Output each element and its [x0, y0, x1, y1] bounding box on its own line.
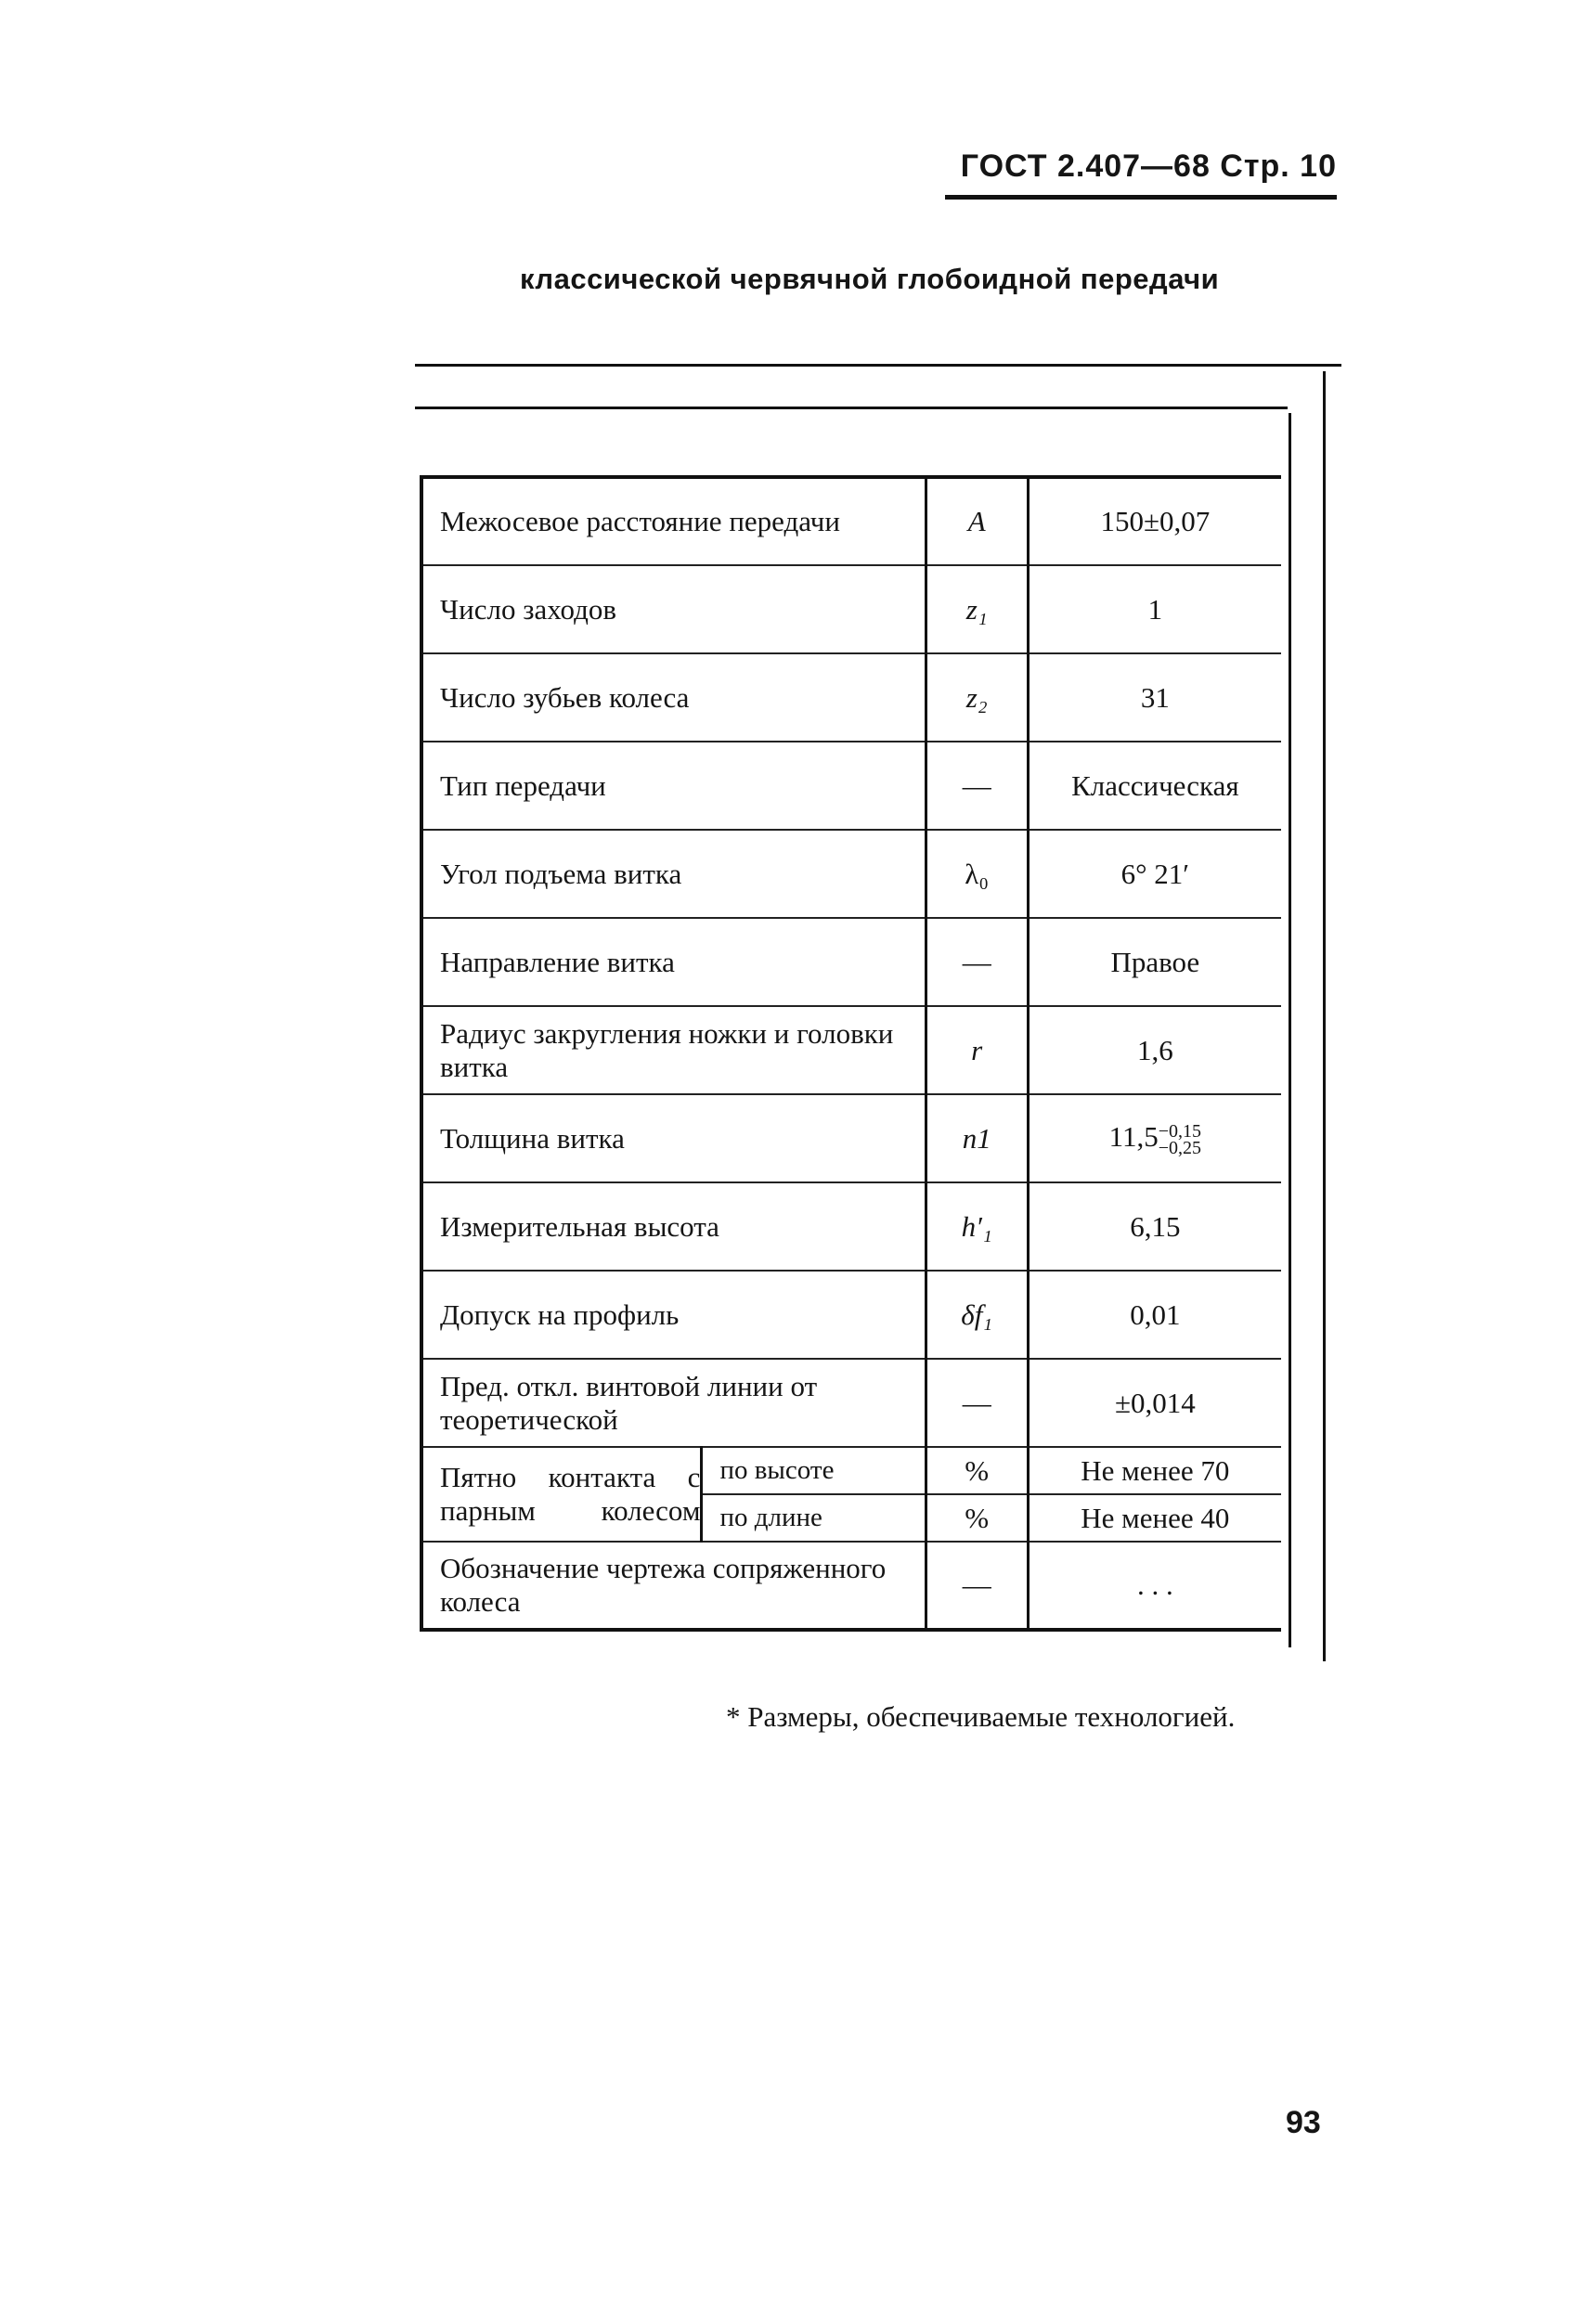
table-row [421, 918, 1281, 1006]
param-symbol: δf₁ [926, 1271, 1028, 1359]
table-row [421, 1542, 1281, 1630]
param-name: Толщина витка [421, 1094, 926, 1182]
param-symbol: % [926, 1494, 1028, 1542]
param-symbol: n1 [926, 1094, 1028, 1182]
param-value: Не менее 40 [1028, 1494, 1281, 1542]
param-symbol: — [926, 1542, 1028, 1630]
table-title: классической червячной глобоидной передачи [520, 263, 1220, 295]
param-name: Обозначение чертежа сопряженного колеса [421, 1542, 926, 1630]
upper-deviation: −0,15 [1158, 1120, 1202, 1142]
page-number: 93 [1286, 2105, 1321, 2140]
parameters-table [420, 475, 1281, 1632]
table-right-frame-inner [1289, 413, 1291, 1647]
param-symbol: r [926, 1006, 1028, 1094]
param-subname: по высоте [702, 1447, 926, 1494]
param-value: 0,01 [1028, 1271, 1281, 1359]
param-value: 6,15 [1028, 1182, 1281, 1271]
param-value: 31 [1028, 653, 1281, 742]
table-row [421, 653, 1281, 742]
param-symbol: A [926, 477, 1028, 565]
param-value: ±0,014 [1028, 1359, 1281, 1447]
param-name: Допуск на профиль [421, 1271, 926, 1359]
table-row [421, 742, 1281, 830]
param-value: . . . [1028, 1542, 1281, 1630]
table-row [421, 565, 1281, 653]
param-symbol: λ₀ [926, 830, 1028, 918]
table-row [421, 1359, 1281, 1447]
param-value: 1,6 [1028, 1006, 1281, 1094]
param-name: Радиус закругления ножки и головки витка [421, 1006, 926, 1094]
param-symbol: z₂ [926, 653, 1028, 742]
table-row [421, 830, 1281, 918]
param-name: Пятно контакта с парным колесом [421, 1447, 702, 1542]
table-top-rule-inner [415, 407, 1288, 409]
value-main: 11,5 [1108, 1120, 1159, 1154]
param-subname: по длине [702, 1494, 926, 1542]
param-value: 1 [1028, 565, 1281, 653]
param-name: Межосевое расстояние передачи [421, 477, 926, 565]
param-symbol: % [926, 1447, 1028, 1494]
table-row [421, 1182, 1281, 1271]
param-name: Число зубьев колеса [421, 653, 926, 742]
param-name: Пред. откл. винтовой линии от теоретической [421, 1359, 926, 1447]
footnote: * Размеры, обеспечиваемые технологией. [726, 1700, 1236, 1733]
table-row [421, 477, 1281, 565]
param-name: Измерительная высота [421, 1182, 926, 1271]
param-symbol: — [926, 918, 1028, 1006]
param-value: Не менее 70 [1028, 1447, 1281, 1494]
param-symbol: — [926, 1359, 1028, 1447]
param-value: Классическая [1028, 742, 1281, 830]
table-right-frame [1323, 371, 1326, 1661]
param-name: Тип передачи [421, 742, 926, 830]
table-top-rule [415, 364, 1341, 367]
param-value: 150±0,07 [1028, 477, 1281, 565]
param-name: Число заходов [421, 565, 926, 653]
table-row [421, 1447, 1281, 1494]
table-row [421, 1094, 1281, 1182]
param-symbol: h′₁ [926, 1182, 1028, 1271]
param-name: Угол подъема витка [421, 830, 926, 918]
param-value: Правое [1028, 918, 1281, 1006]
tolerance-limits [1158, 1120, 1202, 1158]
param-value: 6° 21′ [1028, 830, 1281, 918]
table-row [421, 1271, 1281, 1359]
lower-deviation: −0,25 [1158, 1137, 1202, 1158]
table-row [421, 1006, 1281, 1094]
param-symbol: z₁ [926, 565, 1028, 653]
param-symbol: — [926, 742, 1028, 830]
param-name: Направление витка [421, 918, 926, 1006]
page-header: ГОСТ 2.407—68 Стр. 10 [960, 148, 1337, 184]
param-value-with-tolerance [1028, 1094, 1281, 1182]
header-rule [945, 195, 1337, 200]
